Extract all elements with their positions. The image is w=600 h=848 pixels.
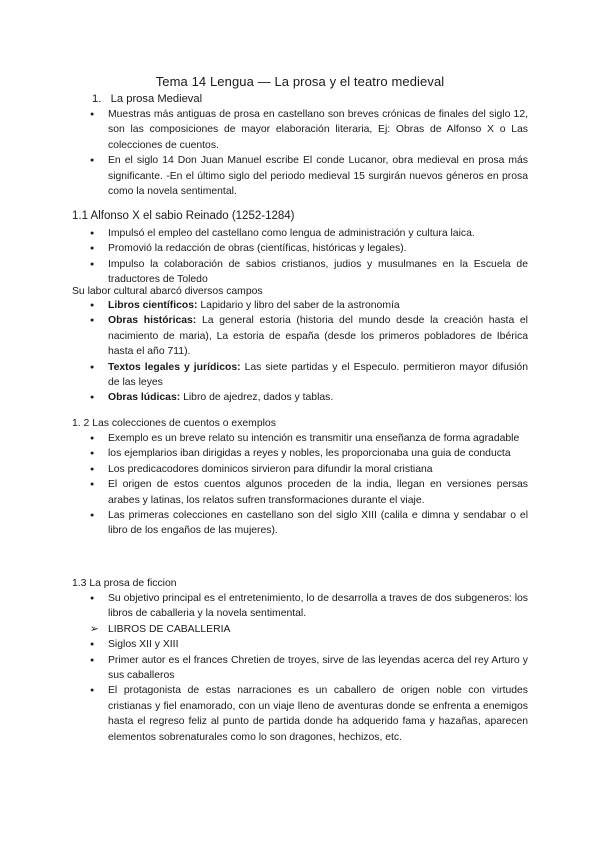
section-1-title: La prosa Medieval	[110, 93, 203, 105]
section-1-1-heading: 1.1 Alfonso X el sabio Reinado (1252-1284)	[72, 210, 295, 222]
section-1-2-list	[0, 431, 600, 539]
list-item: ● El protagonista de estas narraciones es un caballero de origen noble con virtudes cristianas y fiel enamorado, con un viaje lleno de aventuras donde se enfrenta a enemigos hasta el regreso feliz al punto de partida donde ha adquerido fama y hazañas, aparecen elementos sobrenaturales como lo son dragones, hechizos, etc.	[0, 683, 600, 745]
bullet-icon	[90, 462, 102, 478]
section-1-3-heading: 1.3 La prosa de ficcion	[72, 578, 177, 589]
bullet-icon	[90, 107, 102, 123]
list-item: ● Su objetivo principal es el entretenimiento, lo de desarrolla a traves de dos subgeneros: los libros de caballeria y la novela sentimental.	[0, 591, 600, 622]
bullet-icon	[90, 637, 102, 653]
bullet-icon	[90, 683, 102, 699]
section-1-heading	[92, 92, 202, 107]
list-item: ● El origen de estos cuentos algunos proceden de la india, llegan en versiones persas arabes y latinas, los relatos sufren transformaciones durante el viaje.	[0, 477, 600, 508]
bullet-icon	[90, 653, 102, 669]
list-item-arrow: ➢ LIBROS DE CABALLERIA	[0, 622, 600, 637]
bullet-icon	[90, 431, 102, 447]
bullet-icon	[90, 390, 102, 406]
bullet-icon	[90, 446, 102, 462]
list-item: ● Libros científicos: Lapidario y libro del saber de la astronomía	[0, 298, 600, 313]
list-item: ● Primer autor es el frances Chretien de troyes, sirve de las leyendas acerca del rey Arturo y sus caballeros	[0, 653, 600, 684]
bullet-icon	[90, 360, 102, 376]
list-item: ● Los predicacodores dominicos sirvieron para difundir la moral cristiana	[0, 462, 600, 477]
list-item: ● Obras históricas: La general estoria (historia del mundo desde la creación hasta el nacimiento de maria), La estoria de españa (desde los primeros pobladores de Ibérica hasta el año 711).	[0, 313, 600, 359]
list-item: ● Obras lúdicas: Libro de ajedrez, dados y tablas.	[0, 390, 600, 405]
list-item: ● Siglos XII y XIII	[0, 637, 600, 652]
bullet-icon	[90, 508, 102, 524]
bullet-icon	[90, 313, 102, 329]
bullet-icon	[90, 591, 102, 607]
section-1-1-fields	[0, 298, 600, 406]
section-1-1-intro: Su labor cultural abarcó diversos campos	[72, 286, 263, 297]
list-item: ● Muestras más antiguas de prosa en castellano son breves crónicas de finales del siglo 12, son las composiciones de mayor elaboración literaria, Ej: Obras de Alfonso X o Las colecciones de cuentos.	[0, 107, 600, 153]
arrow-bullet-icon: ➢	[90, 623, 99, 635]
list-item: ● los ejemplarios iban dirigidas a reyes y nobles, les proporcionaba una guia de conducta	[0, 446, 600, 461]
list-item: ● Impulso la colaboración de sabios cristianos, judios y musulmanes en la Escuela de traductores de Toledo	[0, 257, 600, 288]
bullet-icon	[90, 226, 102, 242]
bullet-icon	[90, 477, 102, 493]
list-item: ● Exemplo es un breve relato su intención es transmitir una enseñanza de forma agradable	[0, 431, 600, 446]
list-item: ● Impulsó el empleo del castellano como lengua de administración y cultura laica.	[0, 226, 600, 241]
page-title: Tema 14 Lengua — La prosa y el teatro medieval	[155, 74, 445, 89]
section-1-2-heading: 1. 2 Las colecciones de cuentos o exemplos	[72, 418, 276, 429]
section-1-number: 1.	[92, 93, 102, 105]
bullet-icon	[90, 257, 102, 273]
list-item: ● Promovió la redacción de obras (científicas, históricas y legales).	[0, 241, 600, 256]
section-1-list	[0, 107, 600, 199]
bullet-icon	[90, 298, 102, 314]
list-item: ● Textos legales y jurídicos: Las siete partidas y el Especulo. permitieron mayor difusión de las leyes	[0, 360, 600, 391]
bullet-icon	[90, 241, 102, 257]
list-item: ● En el siglo 14 Don Juan Manuel escribe El conde Lucanor, obra medieval en prosa más significante. -En el último siglo del periodo medieval 15 surgirán nuevos géneros en prosa como la novela sentimental.	[0, 153, 600, 199]
section-1-1-list	[0, 226, 600, 288]
section-1-3-list	[0, 591, 600, 745]
bullet-icon	[90, 153, 102, 169]
list-item: ● Las primeras colecciones en castellano son del siglo XIII (calila e dimna y sendabar o el libro de los engaños de las mujeres).	[0, 508, 600, 539]
